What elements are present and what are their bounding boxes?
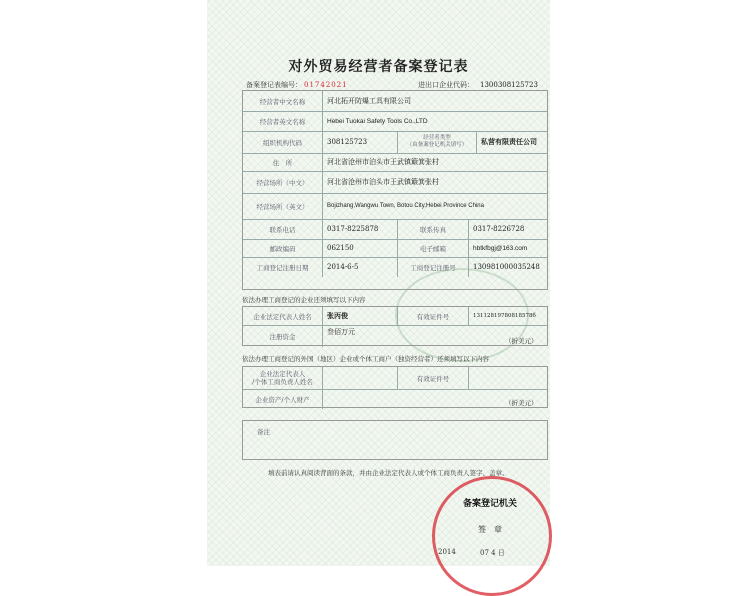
legal-rep-value: 张丙俊	[327, 311, 348, 320]
phone-value: 0317-8225878	[327, 225, 379, 233]
operator-type-label-line2: （由备案登记机关填写）	[406, 142, 468, 148]
address-value: 河北省沧州市泊头市王武镇簸箕张村	[327, 158, 439, 166]
reg-date-label: 工商登记注册日期	[243, 257, 323, 277]
id-number-value: 13112819780818578б	[473, 313, 536, 319]
signature-instruction: 填表前请认真阅读背面的条款，并由企业法定代表人或个体工商负责人签字、盖章。	[268, 469, 509, 477]
email-value: hbtkfbgj@163.com	[473, 244, 528, 252]
assets-usd-note: （折美元）	[505, 399, 538, 407]
en-name-value: Hebei Tuokai Safety Tools Co.,LTD	[327, 117, 428, 125]
postcode-value: 062150	[327, 244, 354, 252]
row-assets	[243, 389, 547, 409]
en-name-label: 经营者英文名称	[243, 111, 323, 131]
row-reg-date	[243, 257, 547, 277]
place-en-value: Bojizhang,Wangwu Town, Botou City,Hebei Province China	[327, 203, 484, 209]
operator-type-label	[397, 131, 477, 153]
phone-label: 联系电话	[243, 219, 323, 239]
fax-label: 联系传真	[397, 219, 469, 239]
email-label: 电子邮箱	[397, 239, 469, 257]
foreign-id-value	[469, 367, 549, 389]
row-postcode	[243, 239, 547, 258]
import-export-code-label: 进出口企业代码：	[418, 81, 474, 89]
section2-table	[242, 366, 548, 408]
remarks-label: 备注	[257, 428, 270, 436]
reg-no-label: 工商登记注册号	[397, 257, 469, 277]
foreign-rep-label-line2: /个体工商负责人姓名	[252, 378, 313, 386]
foreign-rep-label	[243, 367, 323, 389]
row-place-en	[243, 193, 547, 220]
row-org-code	[243, 131, 547, 154]
row-place-cn	[243, 171, 547, 194]
import-export-code-value: 1300308125723	[480, 81, 538, 89]
assets-label: 企业资产/个人财产	[243, 389, 323, 409]
id-number-label: 有效证件号	[397, 307, 469, 325]
remarks-box	[242, 420, 548, 460]
capital-usd-note: （折美元）	[505, 337, 538, 345]
official-seal	[432, 476, 552, 596]
foreign-rep-label-line1: 企业法定代表人	[259, 370, 306, 378]
row-en-name	[243, 111, 547, 132]
section1-table	[242, 306, 548, 346]
legal-rep-label: 企业法定代表人姓名	[243, 307, 323, 325]
row-legal-rep	[243, 307, 547, 326]
cn-name-value: 河北拓开防爆工具有限公司	[327, 97, 411, 105]
reg-no-value: 130981000035248	[473, 263, 540, 271]
place-en-label: 经营场所（英文）	[243, 193, 323, 219]
row-foreign-rep	[243, 367, 547, 390]
row-capital	[243, 325, 547, 347]
place-cn-value: 河北省沧州市泊头市王武镇簸箕张村	[327, 178, 439, 186]
row-cn-name	[243, 91, 547, 112]
reg-date-value: 2014-6-5	[327, 263, 359, 271]
section2-heading: 依法办理工商登记的外国（地区）企业或个体工商户（独资经营者）还须填写以下内容	[242, 355, 489, 363]
section1-heading: 依法办理工商登记的企业还须填写以下内容	[242, 296, 366, 304]
address-label: 住 所	[243, 153, 323, 171]
place-cn-label: 经营场所（中文）	[243, 171, 323, 193]
row-phone	[243, 219, 547, 240]
org-code-label: 组织机构代码	[243, 131, 323, 153]
seal-label: 签 章	[478, 525, 502, 534]
org-code-value: 308125723	[327, 138, 368, 146]
registration-number-value: 01742021	[304, 81, 348, 89]
capital-value: 叁佰万元	[327, 328, 355, 336]
fax-value: 0317-8226728	[473, 225, 525, 233]
postcode-label: 邮政编码	[243, 239, 323, 257]
seal-year: 2014	[438, 548, 456, 556]
registration-number-label: 备案登记表编号：	[246, 81, 302, 89]
foreign-id-label: 有效证件号	[397, 367, 469, 389]
foreign-rep-value	[323, 367, 397, 389]
registration-number	[246, 80, 348, 90]
document-title: 对外贸易经营者备案登记表	[288, 59, 469, 75]
capital-label: 注册资金	[243, 325, 323, 347]
registration-table	[242, 90, 548, 290]
operator-type-label-line1: 经营者类型	[423, 135, 451, 141]
operator-type-value: 私营有限责任公司	[481, 137, 537, 146]
seal-date: 07 4 日	[480, 549, 505, 557]
row-address	[243, 153, 547, 172]
registration-authority-label: 备案登记机关	[463, 499, 518, 509]
import-export-code	[418, 80, 538, 90]
cn-name-label: 经营者中文名称	[243, 91, 323, 111]
